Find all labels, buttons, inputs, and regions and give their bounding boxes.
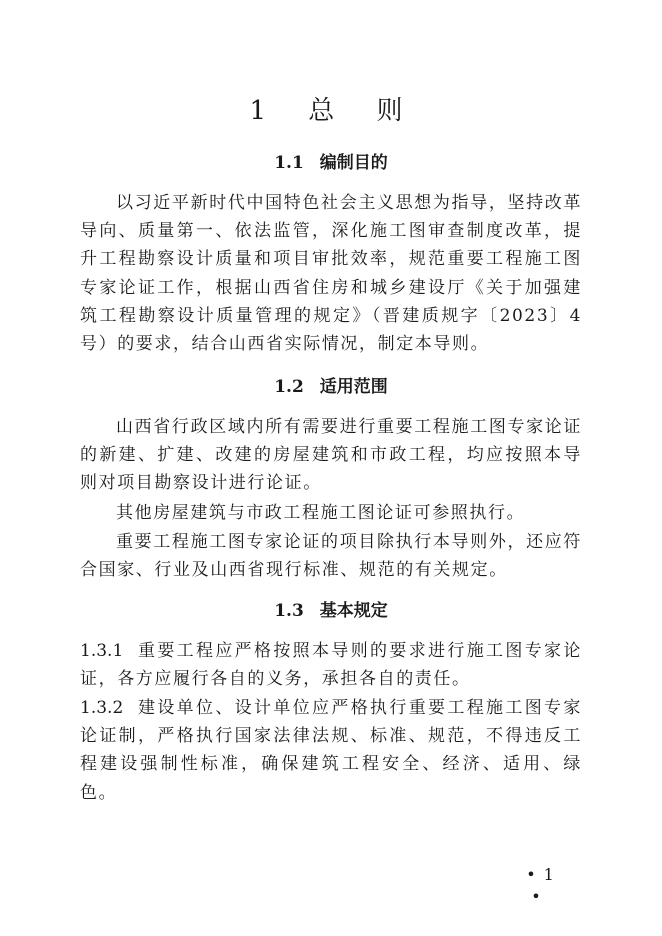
chapter-title xyxy=(0,94,662,128)
page-number-value: 1 xyxy=(543,865,554,884)
section-title: 编制目的 xyxy=(319,153,388,173)
page-number xyxy=(506,864,566,908)
clause-number: 1.3.2 xyxy=(80,698,124,718)
section-title: 适用范围 xyxy=(319,377,388,397)
section-heading-1-2 xyxy=(0,375,662,399)
clause-text: 建设单位、设计单位应严格执行重要工程施工图专家论证制，严格执行国家法律法规、标准、规范，不得违反工程建设强制性标准，确保建筑工程安全、经济、适用、绿色。 xyxy=(80,698,582,803)
section-number: 1.2 xyxy=(274,377,304,397)
clause-1-3-1 xyxy=(80,637,582,693)
paragraph-scope-3: 重要工程施工图专家论证的项目除执行本导则外，还应符合国家、行业及山西省现行标准、规范的有关规定。 xyxy=(80,532,582,581)
paragraph-scope-2: 其他房屋建筑与市政工程施工图论证可参照执行。 xyxy=(116,503,526,523)
clause-text: 重要工程应严格按照本导则的要求进行施工图专家论证，各方应履行各自的义务，承担各自的责任。 xyxy=(80,641,582,690)
paragraph-scope-1: 山西省行政区域内所有需要进行重要工程施工图专家论证的新建、扩建、改建的房屋建筑和市政工程，均应按照本导则对项目勘察设计进行论证。 xyxy=(80,417,582,494)
section-title: 基本规定 xyxy=(319,601,388,621)
chapter-title-text: 总 则 xyxy=(308,96,413,126)
section-heading-1-3 xyxy=(0,599,662,623)
clause-1-3-2 xyxy=(80,694,582,807)
page-marker-left: • xyxy=(526,865,536,884)
clause-number: 1.3.1 xyxy=(80,641,124,661)
chapter-number: 1 xyxy=(249,96,276,126)
section-number: 1.1 xyxy=(274,153,304,173)
section-heading-1-1 xyxy=(0,151,662,175)
page-marker-right: • xyxy=(531,887,541,906)
section-number: 1.3 xyxy=(274,601,304,621)
paragraph-purpose: 以习近平新时代中国特色社会主义思想为指导，坚持改革导向、质量第一、依法监管，深化施工图审查制度改革，提升工程勘察设计质量和项目审批效率，规范重要工程施工图专家论证工作，根据山西省住房和城乡建设厅《关于加强建筑工程勘察设计质量管理的规定》（晋建质规字〔2023〕4号）的要求，结合山西省实际情况，制定本导则。 xyxy=(80,193,582,355)
